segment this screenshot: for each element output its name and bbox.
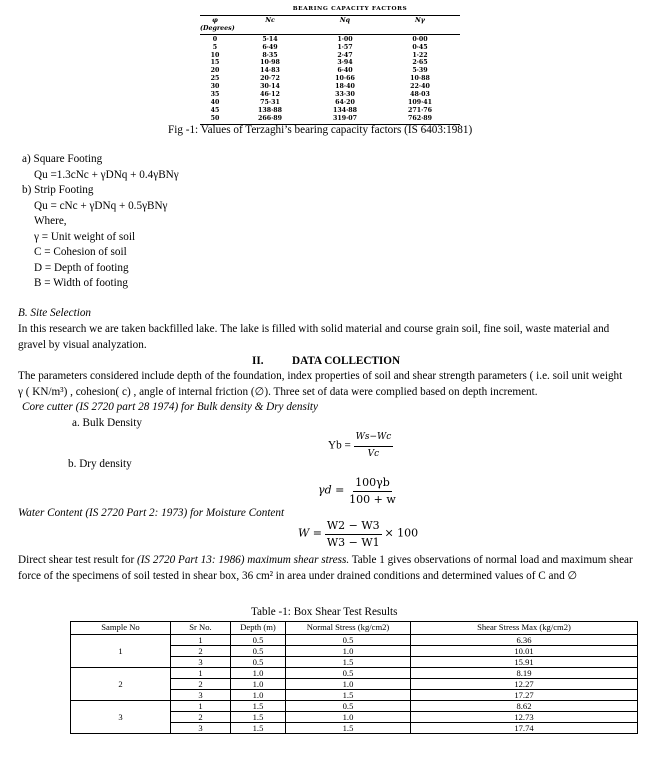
figure-cell: 266·89 <box>257 114 283 122</box>
core-cutter-heading: Core cutter (IS 2720 part 28 1974) for Bulk density & Dry density <box>22 401 319 413</box>
bulk-density-denominator: Vc <box>367 448 380 459</box>
table-cell: 3 <box>171 690 231 701</box>
figure-top-rule <box>200 15 460 16</box>
figure-cell: 30 <box>210 83 220 91</box>
water-content-lhs: W = <box>298 526 323 540</box>
figure-cell: 14·83 <box>260 67 280 75</box>
figure-cell: 30·14 <box>260 83 280 91</box>
figure-cell: 25 <box>210 75 220 83</box>
figure-cell: 50 <box>210 114 220 122</box>
shear-para-c: Table 1 gives observations of normal load and maximum shear <box>349 554 633 566</box>
bulk-density-equation <box>328 430 393 462</box>
figure-cell: 0·00 <box>412 35 428 43</box>
shear-para-line1 <box>18 553 633 569</box>
table-cell: 0.5 <box>231 635 286 646</box>
figure-cell: 10 <box>210 51 220 59</box>
figure-cell: 46·12 <box>260 91 280 99</box>
figure-cell: 3·94 <box>337 59 353 67</box>
figure-cell: 10·66 <box>335 75 355 83</box>
figure-cell: 134·88 <box>332 106 358 114</box>
table-cell: 0.5 <box>286 635 411 646</box>
figure-cell: 109·41 <box>407 98 433 106</box>
header-sr-no: Sr No. <box>171 622 231 635</box>
figure-cell: 5·39 <box>412 67 428 75</box>
bulk-density-lhs: Yb = <box>328 439 351 452</box>
figure-cell: 35 <box>210 91 220 99</box>
table-cell: 12.73 <box>411 712 638 723</box>
figure-cell: 5 <box>212 43 218 51</box>
water-content-equation <box>298 518 418 550</box>
figure-cell: 18·40 <box>335 83 355 91</box>
table-cell: 3 <box>171 723 231 734</box>
strip-footing-label: b) Strip Footing <box>22 184 94 196</box>
figure-row <box>200 67 460 75</box>
figure-cell: 0·45 <box>412 43 428 51</box>
figure-cell: 319·07 <box>332 114 358 122</box>
strip-footing-formula: Qu = cNc + γDNq + 0.5γBNγ <box>34 200 168 212</box>
water-content-fraction <box>325 518 382 550</box>
figure-header-nc: Nc <box>265 16 275 24</box>
figure-cell: 75·31 <box>260 98 280 106</box>
figure-cell: 64·20 <box>335 98 355 106</box>
figure-cell: 20 <box>210 67 220 75</box>
figure-row <box>200 83 460 91</box>
def-depth: D = Depth of footing <box>34 262 129 274</box>
figure-header-phi: φ (Degrees) <box>200 16 235 32</box>
dry-density-label: b. Dry density <box>68 458 132 470</box>
dry-density-equation <box>318 475 398 507</box>
header-sample-no: Sample No <box>71 622 171 635</box>
water-content-heading: Water Content (IS 2720 Part 2: 1973) for Moisture Content <box>18 507 285 519</box>
table-cell: 1.5 <box>286 723 411 734</box>
where-label: Where, <box>34 215 67 227</box>
figure-cell: 6·49 <box>262 43 278 51</box>
figure-header-rule <box>200 34 460 35</box>
bulk-density-label: a. Bulk Density <box>72 417 142 429</box>
table-cell: 1 <box>171 701 231 712</box>
bearing-capacity-figure <box>200 6 460 126</box>
shear-para-line2: force of the specimens of soil tested in shear box, 36 cm² in area under drained conditions and determined values of C and ∅ <box>18 570 578 582</box>
water-content-numerator: W2 − W3 <box>325 518 382 535</box>
table-cell: 2 <box>171 712 231 723</box>
water-content-denominator: W3 − W1 <box>326 535 380 549</box>
figure-cell: 2·65 <box>412 59 428 67</box>
table-cell: 1.0 <box>286 712 411 723</box>
table-cell: 1.5 <box>231 723 286 734</box>
figure-header-ngamma: Nγ <box>415 16 425 24</box>
figure-cell: 271·76 <box>407 106 433 114</box>
figure-caption: Fig -1: Values of Terzaghi’s bearing capacity factors (IS 6403:1981) <box>168 124 473 136</box>
bulk-density-fraction <box>354 430 394 462</box>
figure-cell: 20·72 <box>260 75 280 83</box>
table-cell: 2 <box>171 646 231 657</box>
box-shear-table <box>70 621 638 734</box>
table-cell: 1.5 <box>286 690 411 701</box>
figure-cell: 22·40 <box>410 83 430 91</box>
table-row <box>71 635 638 646</box>
sample-no-cell: 2 <box>71 668 171 701</box>
site-selection-para-line1: In this research we are taken backfilled lake. The lake is filled with solid material and course grain soil, fine soil, waste material and <box>18 323 610 335</box>
table-row <box>71 701 638 712</box>
water-content-multiplier: × 100 <box>384 526 419 540</box>
bulk-density-numerator: Ws−Wc <box>354 430 394 447</box>
figure-header-nq: Nq <box>339 16 351 24</box>
table-cell: 15.91 <box>411 657 638 668</box>
figure-cell: 5·14 <box>262 35 278 43</box>
def-unit-weight: γ = Unit weight of soil <box>34 231 136 243</box>
sample-no-cell: 1 <box>71 635 171 668</box>
data-collection-para-line1: The parameters considered include depth of the foundation, index properties of soil and shear strength parameters ( i.e. soil unit weight <box>18 370 623 382</box>
def-width: B = Width of footing <box>34 277 128 289</box>
table-cell: 6.36 <box>411 635 638 646</box>
figure-cell: 10·88 <box>410 75 430 83</box>
table-cell: 17.74 <box>411 723 638 734</box>
shear-para-a: Direct shear test result for <box>18 554 137 566</box>
table-cell: 3 <box>171 657 231 668</box>
table-cell: 1.0 <box>286 679 411 690</box>
table-cell: 1.5 <box>286 657 411 668</box>
figure-row <box>200 52 460 60</box>
table-cell: 2 <box>171 679 231 690</box>
table-cell: 17.27 <box>411 690 638 701</box>
figure-cell: 33·30 <box>335 91 355 99</box>
figure-rows <box>200 36 460 123</box>
dry-density-lhs: γd = <box>318 483 345 497</box>
figure-row <box>200 75 460 83</box>
table-body <box>71 635 638 734</box>
table-cell: 1 <box>171 668 231 679</box>
figure-cell: 10·98 <box>260 59 280 67</box>
table-cell: 0.5 <box>231 657 286 668</box>
figure-cell: 8·35 <box>262 51 278 59</box>
table-cell: 1.5 <box>231 712 286 723</box>
table-cell: 0.5 <box>286 701 411 712</box>
table-cell: 1.0 <box>231 690 286 701</box>
figure-title: BEARING CAPACITY FACTORS <box>292 6 408 12</box>
dry-density-denominator: 100 + w <box>349 492 396 506</box>
table-cell: 1.0 <box>286 646 411 657</box>
table-header-row <box>71 622 638 635</box>
dry-density-numerator: 100γb <box>353 475 392 492</box>
section-number: II. <box>252 355 264 367</box>
dry-density-fraction <box>347 475 398 507</box>
site-selection-heading: B. Site Selection <box>18 307 92 319</box>
table-cell: 0.5 <box>231 646 286 657</box>
data-collection-heading: DATA COLLECTION <box>292 355 401 367</box>
table-cell: 1.0 <box>231 679 286 690</box>
site-selection-para-line2: gravel by visual analyzation. <box>18 339 147 351</box>
figure-row <box>200 107 460 115</box>
figure-header-row <box>200 17 460 33</box>
figure-cell: 138·88 <box>257 106 283 114</box>
figure-row <box>200 115 460 123</box>
square-footing-formula: Qu =1.3cNc + γDNq + 0.4γBNγ <box>34 169 179 181</box>
table-cell: 1.0 <box>231 668 286 679</box>
square-footing-label: a) Square Footing <box>22 153 103 165</box>
figure-row <box>200 44 460 52</box>
table-cell: 12.27 <box>411 679 638 690</box>
figure-cell: 1·22 <box>412 51 428 59</box>
sample-no-cell: 3 <box>71 701 171 734</box>
header-normal-stress: Normal Stress (kg/cm2) <box>286 622 411 635</box>
figure-cell: 762·89 <box>407 114 433 122</box>
table-cell: 1.5 <box>231 701 286 712</box>
figure-row <box>200 91 460 99</box>
figure-cell: 1·57 <box>337 43 353 51</box>
figure-cell: 6·40 <box>337 67 353 75</box>
table-cell: 8.62 <box>411 701 638 712</box>
table-row <box>71 668 638 679</box>
figure-cell: 0 <box>212 35 218 43</box>
figure-cell: 2·47 <box>337 51 353 59</box>
header-depth: Depth (m) <box>231 622 286 635</box>
figure-row <box>200 99 460 107</box>
table-cell: 8.19 <box>411 668 638 679</box>
header-shear-stress-max: Shear Stress Max (kg/cm2) <box>411 622 638 635</box>
table-cell: 1 <box>171 635 231 646</box>
data-collection-para-line2: γ ( KN/m³) , cohesion( c) , angle of internal friction (∅). Three set of data were complied based on depth increment. <box>18 386 538 398</box>
def-cohesion: C = Cohesion of soil <box>34 246 127 258</box>
figure-row <box>200 59 460 67</box>
figure-row <box>200 36 460 44</box>
table-cell: 10.01 <box>411 646 638 657</box>
figure-cell: 40 <box>210 98 220 106</box>
figure-cell: 1·00 <box>337 35 353 43</box>
figure-cell: 48·03 <box>410 91 430 99</box>
figure-cell: 45 <box>210 106 220 114</box>
shear-para-b: (IS 2720 Part 13: 1986) maximum shear stress. <box>136 554 350 566</box>
table-cell: 0.5 <box>286 668 411 679</box>
table-caption: Table -1: Box Shear Test Results <box>251 606 398 618</box>
figure-cell: 15 <box>210 59 220 67</box>
